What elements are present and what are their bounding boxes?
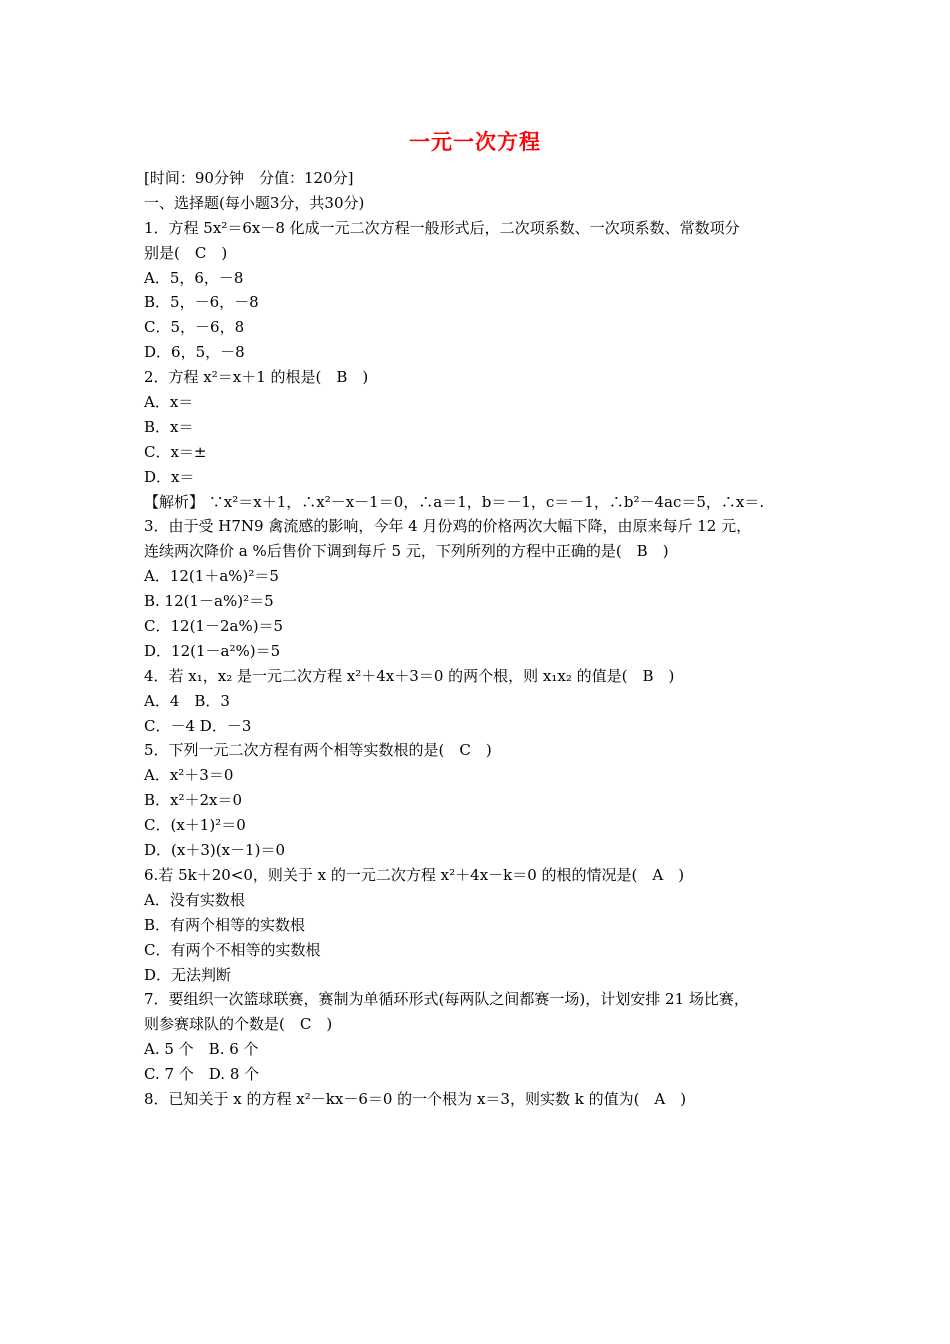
question-3-option-d: D．12(1－a²%)＝5 (144, 641, 281, 660)
question-6-option-c: C．有两个不相等的实数根 (144, 940, 321, 959)
question-1-stem: 1．方程 5x²＝6x－8 化成一元二次方程一般形式后，二次项系数、一次项系数、常数项分 (144, 218, 740, 237)
question-4-options-row-2: C．－4 D．－3 (144, 716, 252, 735)
question-1-option-a: A．5，6，－8 (144, 268, 244, 287)
question-3-stem: 3．由于受 H7N9 禽流感的影响，今年 4 月份鸡的价格两次大幅下降，由原来每斤 12 元， (144, 517, 752, 536)
question-7-stem-cont: 则参赛球队的个数是( C ) (144, 1015, 333, 1034)
question-5-option-b: B．x²＋2x＝0 (144, 791, 243, 810)
question-5-option-d: D．(x＋3)(x－1)＝0 (144, 841, 285, 860)
document-body (144, 166, 824, 1112)
question-4-stem: 4．若 x₁，x₂ 是一元二次方程 x²＋4x＋3＝0 的两个根，则 x₁x₂ 的值是( B ) (144, 666, 675, 685)
question-2-option-b: B．x＝ (144, 417, 194, 436)
question-6-option-d: D．无法判断 (144, 965, 232, 984)
question-5-option-c: C．(x＋1)²＝0 (144, 816, 246, 835)
question-3-option-c: C．12(1－2a%)＝5 (144, 617, 284, 636)
page-title: 一元一次方程 (409, 130, 541, 154)
question-1-option-c: C．5，－6，8 (144, 318, 245, 337)
question-6-option-a: A．没有实数根 (144, 890, 245, 909)
question-3-option-b: B. 12(1－a%)²＝5 (144, 592, 274, 611)
section-heading: 一、选择题(每小题3分，共30分) (144, 193, 365, 212)
question-8-stem: 8．已知关于 x 的方程 x²－kx－6＝0 的一个根为 x＝3，则实数 k 的值为( A ) (144, 1089, 687, 1108)
question-1-option-b: B．5，－6，－8 (144, 293, 259, 312)
question-7-options-row-1: A. 5 个 B. 6 个 (144, 1040, 259, 1059)
question-3-stem-cont: 连续两次降价 a %后售价下调到每斤 5 元，下列所列的方程中正确的是( B ) (144, 542, 669, 561)
question-2-option-a: A．x＝ (144, 393, 194, 412)
question-5-stem: 5．下列一元二次方程有两个相等实数根的是( C ) (144, 741, 492, 760)
question-4-options-row-1: A．4 B．3 (144, 691, 230, 710)
question-1-option-d: D．6，5，－8 (144, 343, 245, 362)
question-5-option-a: A．x²＋3＝0 (144, 766, 234, 785)
question-6-stem: 6.若 5k＋20<0，则关于 x 的一元二次方程 x²＋4x－k＝0 的根的情况是( A ) (144, 865, 685, 884)
question-2-analysis: 【解析】 ∵x²＝x＋1，∴x²－x－1＝0，∴a＝1，b＝－1，c＝－1，∴b²－4ac＝5，∴x＝. (144, 492, 765, 511)
question-2-stem: 2．方程 x²＝x＋1 的根是( B ) (144, 368, 369, 387)
question-7-stem: 7．要组织一次篮球联赛，赛制为单循环形式(每两队之间都赛一场)，计划安排 21 场比赛， (144, 990, 749, 1009)
exam-meta: [时间：90分钟 分值：120分] (144, 169, 354, 187)
question-3-option-a: A．12(1＋a%)²＝5 (144, 567, 279, 586)
question-2-option-c: C．x＝± (144, 442, 207, 461)
question-6-option-b: B．有两个相等的实数根 (144, 915, 306, 934)
question-7-options-row-2: C. 7 个 D. 8 个 (144, 1065, 260, 1084)
question-2-option-d: D．x＝ (144, 467, 195, 486)
question-1-stem-cont: 别是( C ) (144, 243, 228, 262)
